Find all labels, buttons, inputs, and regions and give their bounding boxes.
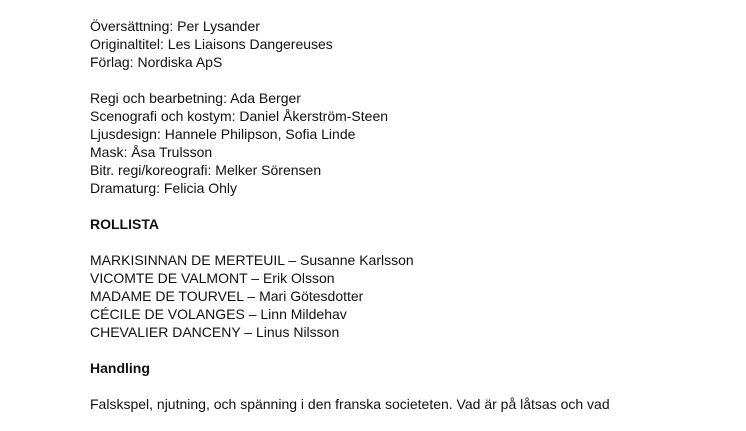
- cast-entry: MADAME DE TOURVEL – Mari Götesdotter: [90, 288, 364, 304]
- cast-entry: CÉCILE DE VOLANGES – Linn Mildehav: [90, 306, 347, 322]
- credit-line: Scenografi och kostym: Daniel Åkerström-Steen: [90, 108, 389, 124]
- credit-line: Mask: Åsa Trulsson: [90, 144, 213, 160]
- plot-paragraph: [90, 395, 690, 431]
- credit-line: Dramaturg: Felicia Ohly: [90, 180, 238, 196]
- credit-line: Översättning: Per Lysander: [90, 18, 260, 34]
- cast-entry: VICOMTE DE VALMONT – Erik Olsson: [90, 270, 335, 286]
- document-page: [90, 17, 690, 431]
- plot-heading: Handling: [90, 360, 150, 376]
- cast-heading: ROLLISTA: [90, 216, 159, 232]
- cast-list: [90, 251, 690, 341]
- plot-line: Falskspel, njutning, och spänning i den franska societeten. Vad är på låtsas och vad: [90, 396, 610, 412]
- credit-line: Regi och bearbetning: Ada Berger: [90, 90, 301, 106]
- cast-entry: CHEVALIER DANCENY – Linus Nilsson: [90, 324, 340, 340]
- translation-credits: [90, 17, 690, 71]
- credit-line: Bitr. regi/koreografi: Melker Sörensen: [90, 162, 322, 178]
- credit-line: Förlag: Nordiska ApS: [90, 54, 223, 70]
- production-credits: [90, 89, 690, 197]
- credit-line: Ljusdesign: Hannele Philipson, Sofia Linde: [90, 126, 356, 142]
- cast-entry: MARKISINNAN DE MERTEUIL – Susanne Karlsson: [90, 252, 414, 268]
- credit-line: Originaltitel: Les Liaisons Dangereuses: [90, 36, 333, 52]
